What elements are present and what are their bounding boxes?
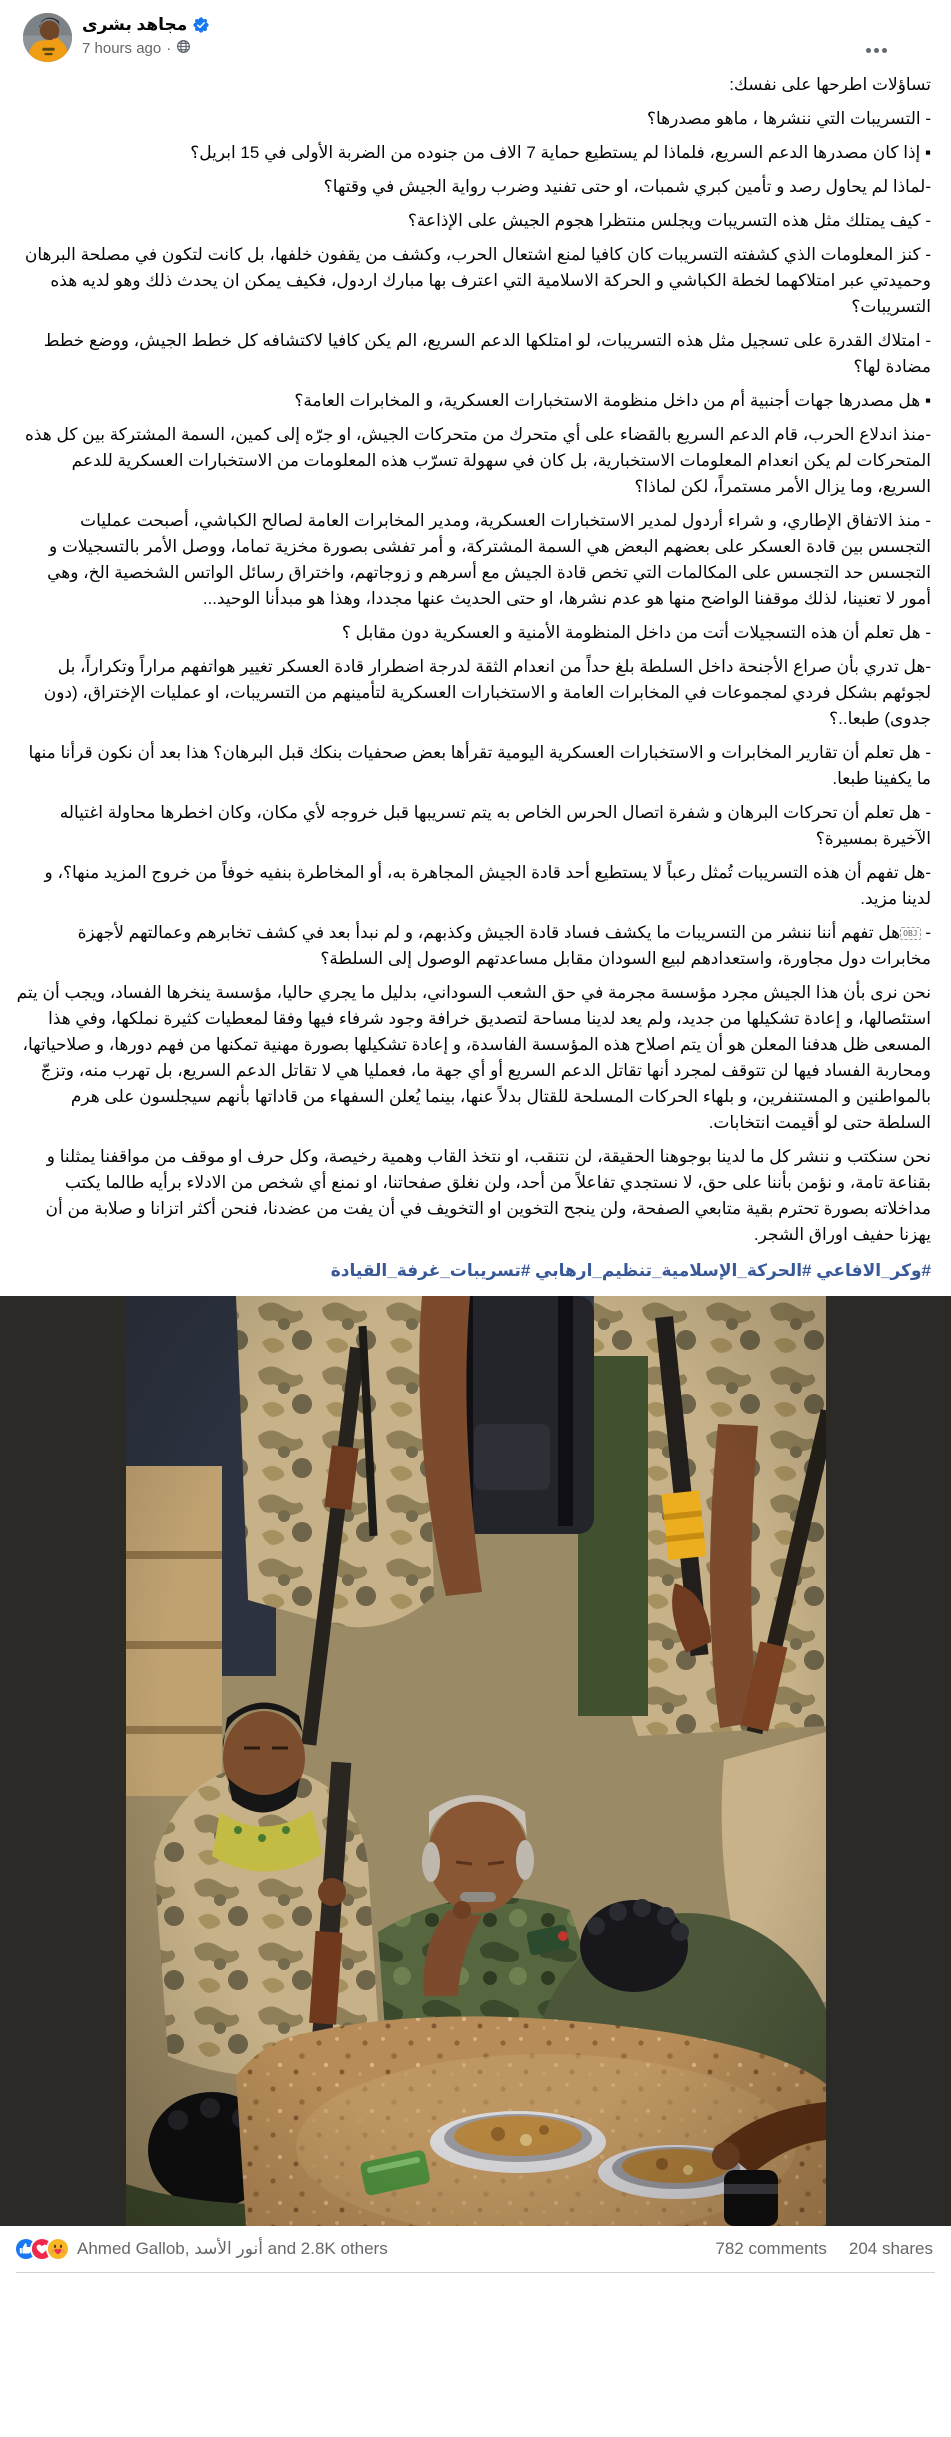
- hashtags-row: [0, 1256, 951, 1296]
- globe-icon: [176, 39, 191, 58]
- reactions-summary[interactable]: Ahmed Gallob, أنور الأسد and 2.8K others: [77, 2239, 388, 2258]
- care-icon[interactable]: [48, 2239, 68, 2259]
- post-paragraph: - كيف يمتلك مثل هذه التسريبات ويجلس منتظرا هجوم الجيش على الإذاعة؟: [407, 211, 931, 230]
- hashtag-link[interactable]: #الحركة_الإسلامية_تنظيم_ارهابي: [535, 1261, 812, 1280]
- more-options-button[interactable]: [860, 42, 893, 59]
- post-header: [0, 0, 951, 64]
- meta-separator: ·: [166, 40, 172, 57]
- post-photo-container: [0, 1296, 951, 2226]
- post-paragraph: تساؤلات اطرحها على نفسك:: [729, 75, 931, 94]
- shares-count[interactable]: 204 shares: [848, 2239, 933, 2258]
- post-paragraph: -هل تدري بأن صراع الأجنحة داخل السلطة بلغ حداً من انعدام الثقة لدرجة اضطرار قادة العسكر تغيير هواتفهم مراراً وتكراراً، بل لجوئهم بشكل فردي لمجموعات في المخابرات العامة و الاستخبارات العسكرية لتأمينهم من التسريبات، او عمليات الإختراق، (دون جدوى) طبعا..؟: [43, 657, 931, 728]
- post-paragraph: ▪ هل مصدرها جهات أجنبية أم من داخل منظومة الاستخبارات العسكرية، و المخابرات العامة؟: [294, 391, 931, 410]
- post-paragraph: -لماذا لم يحاول رصد و تأمين كبري شمبات، او حتى تفنيد وضرب رواية الجيش في وقتها؟: [323, 177, 931, 196]
- post-paragraph: -منذ اندلاع الحرب، قام الدعم السريع بالقضاء على أي متحرك من متحركات الجيش، او جرّه إلى كمين، السمة المشتركة بين كل هذه المتحركات لم يكن انعدام المعلومات الاستخبارية، بل كان في سهولة تسرّب هذه المعلومات من الاستخبارات العسكرية للدعم السريع، وما يزال الأمر مستمراً، لكن لماذا؟: [24, 425, 931, 496]
- post-photo[interactable]: [126, 1296, 826, 2226]
- post-meta: [82, 39, 209, 58]
- timestamp[interactable]: 7 hours ago: [82, 40, 162, 57]
- footer-divider: [16, 2272, 935, 2283]
- comments-count[interactable]: 782 comments: [715, 2239, 827, 2258]
- author-name[interactable]: مجاهد بشرى: [82, 15, 188, 34]
- verified-badge-icon: [193, 17, 209, 33]
- reactions-group[interactable]: [16, 2239, 68, 2259]
- post-paragraph: ▪ إذا كان مصدرها الدعم السريع، فلماذا لم يستطيع حماية 7 الاف من جنوده من الضربة الأولى في 15 ابريل؟: [190, 143, 931, 162]
- post-paragraph: - كنز المعلومات الذي كشفته التسريبات كان كافيا لمنع اشتعال الحرب، وكشف من يقفون خلفها، بل كانت لتكون في مصلحة البرهان وحميدتي عبر امتلاكهما لخطة الكباشي و الحركة الاسلامية التي اعترف بها مبارك اردول، فكيف يمكن ان يحدث ذلك وهو لديه هذه التسريبات؟: [24, 245, 931, 316]
- post-paragraph: - OBJهل تفهم أننا ننشر من التسريبات ما يكشف فساد قادة الجيش وكذبهم، و لم نبدأ بعد في كشف تخابرهم وعمالتهم لأجهزة مخابرات دول مجاورة، واستعدادهم لبيع السودان مقابل مساعدتهم الوصول إلى السلطة؟: [77, 923, 931, 968]
- post-paragraph: - التسريبات التي ننشرها ، ماهو مصدرها؟: [646, 109, 931, 128]
- post-paragraph: نحن نرى بأن هذا الجيش مجرد مؤسسة مجرمة في حق الشعب السوداني، بدليل ما يجري حاليا، مؤسسة ينخرها الفساد، ويجب أن يتم استئصالها، و إعادة تشكيلها من جديد، ولم يعد لدينا مساحة لتصديق خرافة وجود شرفاء فيها وفقا لمعطيات كثيرة نملكها، وفي هذا المسعى ظل هدفنا المعلن هو أن يتم اصلاح هذه المؤسسة الفاسدة، و إعادة تشكيلها بصورة مهنية تمكنها من فهم دورها، و صلاحياتها، ومحاربة الفساد فيها لن تتوقف لمجرد أنها تقاتل الدعم السريع أو أي جهة ما، فعمليا هي لا تقاتل الدعم السريع، بل تهرب منه، وتزجّ بالمواطنين و المستنفرين، و بلهاء الحركات المسلحة للقتال بدلاً عنها، بينما يُعلن السفهاء من قاداتها بأنهم سيجلسون على هرم السلطة حتى لو أقيمت انتخابات.: [16, 983, 931, 1132]
- avatar-image: [23, 13, 72, 62]
- hashtag-link[interactable]: #تسريبات_غرفة_القيادة: [330, 1261, 531, 1280]
- post-paragraph: - منذ الاتفاق الإطاري، و شراء أردول لمدير الاستخبارات العسكرية، ومدير المخابرات العامة لصالح الكباشي، أصبحت عمليات التجسس بين قادة العسكر على بعضهم البعض هي السمة المشتركة، و أمر تفشى بصورة مخزية تماما، ووصل الأمر بالتسجيلات و التجسس حد التجسس على المكالمات التي تخص قادة الجيش مع أسرهم و زوجاتهم، واختراق رسائل الواتس الشخصية الخ، وهي أمور لا تعنينا، لذلك موقفنا الواضح منها هو عدم نشرها، او حتى الحديث عنها مجددا، وهذا هو مبدأنا الوحيد...: [47, 511, 931, 608]
- post-text: [0, 64, 951, 1248]
- post-paragraph: - هل تعلم أن هذه التسجيلات أتت من داخل المنظومة الأمنية و العسكرية دون مقابل ؟: [341, 623, 931, 642]
- object-replacement-char: OBJ: [900, 927, 920, 940]
- post-paragraph: - هل تعلم أن تحركات البرهان و شفرة اتصال الحرس الخاص به يتم تسريبها قبل خروجه لأي مكان، وكان اخطرها محاولة اغتياله الآخيرة بمسيرة؟: [59, 803, 931, 848]
- avatar[interactable]: [23, 13, 72, 62]
- post-paragraph: - امتلاك القدرة على تسجيل مثل هذه التسريبات، لو امتلكها الدعم السريع، الم يكن كافيا لاكتشافه كل خطط الجيش، ووضع خطط مضادة لها؟: [43, 331, 931, 376]
- post-paragraph: نحن سنكتب و ننشر كل ما لدينا بوجوهنا الحقيقة، لن نتنقب، او نتخذ القاب وهمية رخيصة، وكل حرف او موقف من مواقفنا يمثلنا و بقناعة تامة، و نؤمن بأننا على حق، لا نستجدي تفاعلاً من أحد، ولن نغلق صفحاتنا، او نمنع أي شخص من الادلاء برأيه طالما يكتب مداخلاته بصورة تحترم بقية متابعي الصفحة، ولن ينجح التخوين او التخويف في أن يفت من عضدنا، فنحن أكثر اتزانا و صلابة من أن يهزنا حفيف اوراق الشجر.: [45, 1147, 931, 1244]
- post-paragraph: -هل تفهم أن هذه التسريبات تُمثل رعباً لا يستطيع أحد قادة الجيش المجاهرة به، أو المخاطرة بنفيه خوفاً من خروج المزيد منها؟، و لدينا مزيد.: [44, 863, 931, 908]
- hashtag-link[interactable]: #وكر_الافاعي: [816, 1261, 931, 1280]
- post-paragraph: - هل تعلم أن تقارير المخابرات و الاستخبارات العسكرية اليومية تقرأها بعض صحفيات بنكك قبل البرهان؟ هذا بعد أن نكون قرأنا منها ما يكفينا طبعا.: [28, 743, 931, 788]
- post-footer: [0, 2226, 951, 2259]
